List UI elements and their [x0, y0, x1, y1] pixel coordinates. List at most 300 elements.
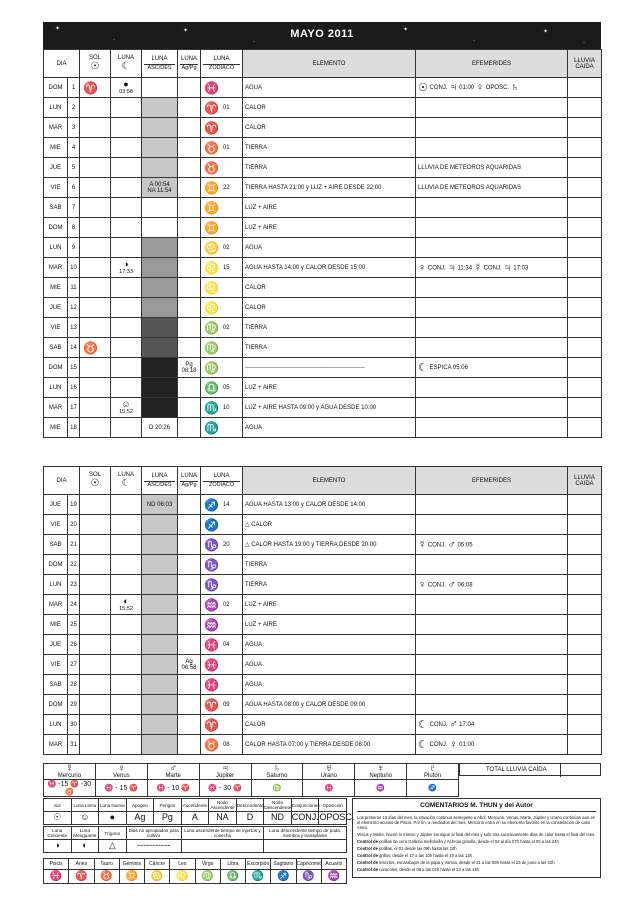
- day-number: [68, 118, 80, 138]
- sign-icon-label: ♏: [251, 871, 265, 882]
- legend-label: [126, 799, 154, 812]
- legend-label-label: Luna Menguante: [73, 828, 97, 838]
- rain-input-cell[interactable]: [568, 675, 602, 695]
- rain-input-cell[interactable]: [568, 535, 602, 555]
- legend-symbol-label: ◐: [82, 840, 88, 850]
- day-of-week: [44, 218, 68, 238]
- zodiac-degree: 20: [222, 542, 230, 549]
- day-of-week: [44, 635, 68, 655]
- ag-pg-value: Pg 08:18: [181, 361, 197, 374]
- asc-des-value: A 00:54 NA 11:54: [147, 181, 172, 194]
- col-efemerides: EFEMERIDES: [416, 467, 568, 495]
- col-efemerides: EFEMERIDES: [416, 50, 568, 78]
- rain-input-cell[interactable]: [568, 318, 602, 338]
- zodiac-sign-icon: ♈: [204, 100, 219, 115]
- day-number: [68, 535, 80, 555]
- col-zodiaco: LUNA ZODIACO: [201, 50, 243, 78]
- elemento-value: △ CALOR HASTA 19:00 y TIERRA DESDE 20:00: [245, 542, 377, 548]
- planet-icon: ☾: [418, 362, 428, 374]
- elemento-value: LUZ + AIRE: [245, 204, 277, 211]
- elemento-cell: [243, 98, 416, 118]
- legend-symbol-label: ND: [271, 812, 285, 822]
- table-row: [44, 78, 602, 98]
- rain-input-cell[interactable]: [568, 515, 602, 535]
- day-of-week: [44, 715, 68, 735]
- elemento-cell: [243, 218, 416, 238]
- col-asc-des: LUNA ASC/DES: [142, 50, 178, 78]
- zodiac-degree: 02: [222, 245, 230, 252]
- legend-symbol: [44, 812, 72, 825]
- rain-input-cell[interactable]: [568, 398, 602, 418]
- moon-phase-cell: [111, 418, 142, 438]
- ag-pg-cell: [178, 238, 201, 258]
- sol-cell: [80, 318, 111, 338]
- zodiac-sign-icon: ♍: [204, 320, 219, 335]
- comments-box: [352, 798, 601, 878]
- sol-cell: [80, 338, 111, 358]
- sign-name-label: Libra: [227, 861, 239, 867]
- rain-input-cell[interactable]: [568, 98, 602, 118]
- comment-control: Control de polillas de cera Galleria mellonella y Achroia grisella, desde el 02 al día 07h hasta el 05 a las 24h: [357, 839, 559, 844]
- sign-icon-label: ♋: [150, 871, 164, 882]
- table-row: [44, 258, 602, 278]
- asc-des-cell: [142, 555, 178, 575]
- rain-input-cell[interactable]: [568, 495, 602, 515]
- asc-des-value: ND 06:03: [146, 501, 173, 508]
- rain-input-cell[interactable]: [568, 615, 602, 635]
- efemerides-cell: [416, 515, 568, 535]
- elemento-cell: [243, 278, 416, 298]
- day-number: [68, 278, 80, 298]
- table-row: [44, 178, 602, 198]
- day-number: [68, 78, 80, 98]
- rain-input-cell[interactable]: [568, 338, 602, 358]
- day-number-label: 23: [70, 581, 77, 588]
- zodiac-cell: [201, 358, 243, 378]
- day-of-week: [44, 535, 68, 555]
- table-row: [44, 655, 602, 675]
- month-banner: [43, 22, 601, 49]
- legend-symbol: [154, 812, 182, 825]
- star-decor: ✦: [183, 28, 189, 34]
- legend-label-label: Apogeo: [131, 802, 148, 808]
- rain-input-cell[interactable]: [568, 158, 602, 178]
- table-row: [44, 715, 602, 735]
- legend-symbol-label: D: [246, 812, 254, 822]
- comment-control: Control de insectos, escarabajos de la papa y Varroa, desde el 21 a las 09h hasta el 23 de junio a las 02h: [357, 860, 555, 865]
- day-number-label: 11: [70, 284, 77, 291]
- table-row: [44, 378, 602, 398]
- ag-pg-cell: [178, 378, 201, 398]
- elemento-value: LUZ + AIRE: [245, 384, 277, 391]
- table-row: [44, 358, 602, 378]
- rain-input-cell[interactable]: [568, 238, 602, 258]
- day-number: [68, 595, 80, 615]
- signs-table: [43, 858, 347, 884]
- day-number: [68, 158, 80, 178]
- elemento-cell: [243, 338, 416, 358]
- zodiac-degree: 10: [222, 405, 230, 412]
- rain-input-cell[interactable]: [568, 198, 602, 218]
- zodiac-degree: 04: [222, 642, 230, 649]
- day-of-week-label: SAB: [49, 204, 62, 211]
- zodiac-cell: [201, 675, 243, 695]
- table-row: [44, 238, 602, 258]
- asc-des-cell: [142, 535, 178, 555]
- efemeride-text: 01:00: [457, 742, 475, 749]
- total-rain-box[interactable]: [560, 763, 600, 777]
- asc-des-cell: [142, 378, 178, 398]
- planet-cell: [251, 764, 303, 780]
- day-number-label: 30: [70, 721, 77, 728]
- rain-input-cell[interactable]: [568, 178, 602, 198]
- sign-name: [69, 859, 94, 870]
- day-of-week: [44, 655, 68, 675]
- day-number-label: 27: [70, 661, 77, 668]
- zodiac-sign-icon: ♎: [204, 380, 219, 395]
- moon-phase-cell: [111, 258, 142, 278]
- zodiac-degree: 05: [222, 385, 230, 392]
- elemento-value: ------------------------------------------------------------: [245, 364, 365, 371]
- moon-icon: ☾: [121, 61, 131, 72]
- legend-label: [44, 827, 72, 840]
- col-dia: DIA: [44, 50, 80, 78]
- rain-input-cell[interactable]: [568, 635, 602, 655]
- planet-icon: ♆: [376, 763, 385, 774]
- day-of-week-label: VIE: [50, 661, 61, 668]
- elemento-value: TIERRA: [245, 144, 268, 151]
- legend-label-label: Luna ascendente tiempo de injertos y cosecha: [184, 828, 261, 838]
- legend-label-label: Sol: [53, 802, 61, 808]
- zodiac-cell: [201, 218, 243, 238]
- rain-input-cell[interactable]: [568, 655, 602, 675]
- sign-icon: [220, 870, 245, 884]
- col-lluvia: LLUVIA CAIDA: [568, 467, 602, 495]
- table-row: [44, 158, 602, 178]
- planet-icon: ♀: [449, 738, 458, 751]
- elemento-value: LUZ + AIRE: [245, 601, 277, 608]
- asc-des-cell: [142, 655, 178, 675]
- day-number-label: 19: [70, 501, 77, 508]
- rain-input-cell[interactable]: [568, 418, 602, 438]
- day-number-label: 12: [70, 304, 77, 311]
- legend-label: [181, 827, 264, 840]
- legend-label-label: Ascendente: [182, 802, 208, 808]
- moon-phase-icon: ●: [123, 79, 129, 89]
- legend-label: [99, 799, 127, 812]
- legend-label-label: Oposicion: [322, 802, 343, 808]
- zodiac-cell: [201, 398, 243, 418]
- elemento-value: CALOR HASTA 07:00 y TIERRA DESDE 08:00: [245, 741, 371, 748]
- ag-pg-cell: [178, 695, 201, 715]
- moon-phase-time: 15:52: [119, 606, 133, 612]
- efemeride-text: OPOSC.: [484, 85, 511, 92]
- legend-label-label: Nodo Descendente: [264, 800, 292, 810]
- ag-pg-cell: [178, 575, 201, 595]
- legend-label-label: Luna descendente tiempo de poda, siembra y transplante: [269, 828, 342, 838]
- sol-cell: [80, 675, 111, 695]
- table-row: [44, 495, 602, 515]
- elemento-cell: [243, 635, 416, 655]
- moon-phase-cell: [111, 615, 142, 635]
- zodiac-degree: 15: [222, 265, 230, 272]
- elemento-value: AGUA HASTA 14:00 y CALOR DESDE 15:00: [245, 264, 366, 271]
- day-number-label: 8: [71, 224, 76, 231]
- efemerides-cell: [416, 735, 568, 755]
- efemerides-cell: [416, 615, 568, 635]
- planet-icon: ♂: [447, 578, 456, 591]
- legend-symbol: [71, 840, 99, 853]
- planet-icon: ☾: [418, 719, 428, 731]
- rain-input-cell[interactable]: [568, 735, 602, 755]
- day-number: [68, 495, 80, 515]
- zodiac-sign-icon: ♓: [204, 657, 219, 672]
- table-row: [44, 735, 602, 755]
- calendar-table-top: [43, 49, 602, 438]
- ag-pg-cell: [178, 318, 201, 338]
- day-number: [68, 675, 80, 695]
- zodiac-degree: 01: [222, 105, 230, 112]
- elemento-value: AGUA: [245, 84, 263, 91]
- ag-pg-cell: [178, 178, 201, 198]
- elemento-cell: [243, 298, 416, 318]
- asc-des-cell: [142, 338, 178, 358]
- day-of-week-label: SAB: [49, 681, 62, 688]
- star-decor: ·: [473, 38, 475, 44]
- star-decor: ✦: [543, 29, 549, 35]
- efemerides-cell: [416, 198, 568, 218]
- efemeride-text: 17:03: [511, 265, 529, 272]
- day-of-week-label: DOM: [48, 364, 63, 371]
- efemerides-cell: [416, 138, 568, 158]
- planet-name: Plutón: [424, 773, 442, 779]
- zodiac-sign-icon: ♒: [204, 617, 219, 632]
- legend-label-label: Dias no apropiados para cultivo: [128, 828, 179, 838]
- efemerides-cell: [416, 418, 568, 438]
- legend-table-1: [43, 798, 355, 825]
- planet-cell: [44, 764, 96, 780]
- day-of-week: [44, 358, 68, 378]
- zodiac-cell: [201, 238, 243, 258]
- legend-label: [264, 827, 347, 840]
- elemento-cell: [243, 418, 416, 438]
- day-of-week: [44, 418, 68, 438]
- efemerides-cell: [416, 358, 568, 378]
- moon-phase-cell: [111, 515, 142, 535]
- day-number: [68, 98, 80, 118]
- elemento-value: AGUA HASTA 13:00 y CALOR DESDE 14:00: [245, 501, 366, 508]
- rain-input-cell[interactable]: [568, 218, 602, 238]
- elemento-cell: [243, 318, 416, 338]
- zodiac-cell: [201, 695, 243, 715]
- elemento-value: CALOR: [245, 721, 266, 728]
- zodiac-cell: [201, 535, 243, 555]
- rain-input-cell[interactable]: [568, 78, 602, 98]
- planet-icon: ♂: [169, 763, 177, 774]
- day-of-week-label: JUE: [49, 304, 62, 311]
- zodiac-cell: [201, 655, 243, 675]
- zodiac-cell: [201, 378, 243, 398]
- sol-cell: [80, 735, 111, 755]
- rain-input-cell[interactable]: [568, 118, 602, 138]
- elemento-cell: [243, 675, 416, 695]
- col-sol: SOL ☉: [80, 467, 111, 495]
- rain-input-cell[interactable]: [568, 278, 602, 298]
- rain-input-cell[interactable]: [568, 378, 602, 398]
- sign-icon-label: ♍: [201, 871, 214, 882]
- moon-phase-time: 03:58: [119, 89, 133, 95]
- elemento-cell: [243, 695, 416, 715]
- day-number-label: 13: [70, 324, 77, 331]
- legend-symbol-label: ◑: [54, 840, 60, 850]
- sol-cell: [80, 398, 111, 418]
- rain-input-cell[interactable]: [568, 298, 602, 318]
- efemerides-cell: [416, 78, 568, 98]
- comments-title: COMENTARIOS M. THUN y del Autor: [357, 802, 596, 812]
- efemerides-cell: [416, 158, 568, 178]
- zodiac-cell: [201, 715, 243, 735]
- ag-pg-cell: [178, 218, 201, 238]
- zodiac-cell: [201, 418, 243, 438]
- legend-symbol-label: △: [108, 840, 116, 850]
- asc-des-cell: [142, 735, 178, 755]
- moon-phase-cell: [111, 635, 142, 655]
- planet-icon: ♃: [447, 261, 456, 274]
- rain-input-cell[interactable]: [568, 595, 602, 615]
- ag-pg-cell: [178, 98, 201, 118]
- planet-cell: [147, 764, 199, 780]
- moon-phase-cell: [111, 198, 142, 218]
- day-of-week-label: MAR: [48, 404, 63, 411]
- efemerides-cell: [416, 675, 568, 695]
- rain-input-cell[interactable]: [568, 715, 602, 735]
- day-number-label: 16: [70, 384, 77, 391]
- col-luna: LUNA ☾: [111, 50, 142, 78]
- ag-pg-cell: [178, 278, 201, 298]
- sign-name: [94, 859, 119, 870]
- day-of-week: [44, 575, 68, 595]
- rain-input-cell[interactable]: [568, 575, 602, 595]
- elemento-value: TIERRA: [245, 581, 268, 588]
- moon-phase-cell: [111, 715, 142, 735]
- sol-cell: [80, 495, 111, 515]
- star-decor: ·: [253, 39, 255, 45]
- asc-des-cell: [142, 278, 178, 298]
- day-number: [68, 138, 80, 158]
- elemento-cell: [243, 358, 416, 378]
- day-of-week-label: SAB: [49, 344, 62, 351]
- sun-icon: ☉: [90, 61, 100, 72]
- sign-name-label: Aries: [75, 861, 88, 867]
- star-decor: ✦: [55, 26, 61, 32]
- sign-name: [271, 859, 296, 870]
- legend-label: [209, 799, 237, 812]
- rain-input-cell[interactable]: [568, 555, 602, 575]
- sign-name: [296, 859, 321, 870]
- sol-cell: [80, 118, 111, 138]
- efemerides-cell: [416, 378, 568, 398]
- legend-label: [71, 799, 99, 812]
- planet-icon: ☾: [418, 739, 428, 751]
- asc-des-cell: [142, 318, 178, 338]
- day-of-week-label: MIE: [50, 621, 61, 628]
- asc-des-cell: [142, 158, 178, 178]
- sign-name: [195, 859, 220, 870]
- table-row: [44, 198, 602, 218]
- ag-pg-cell: [178, 118, 201, 138]
- day-of-week: [44, 98, 68, 118]
- table-row: [44, 515, 602, 535]
- legend-symbol-label: A: [191, 812, 198, 822]
- moon-phase-cell: [111, 318, 142, 338]
- zodiac-sign-icon: ♊: [204, 180, 219, 195]
- efemerides-cell: [416, 495, 568, 515]
- zodiac-cell: [201, 575, 243, 595]
- elemento-value: AGUA: [245, 681, 263, 688]
- day-number: [68, 238, 80, 258]
- planet-icon: ♀: [117, 763, 126, 774]
- efemerides-cell: [416, 635, 568, 655]
- sign-icon: [94, 870, 119, 884]
- elemento-value: LUZ + AIRE: [245, 224, 277, 231]
- legend-symbol-label: -----------: [137, 840, 171, 850]
- planet-position-value: ♒: [376, 785, 386, 792]
- efemeride-text: CONJ.: [426, 265, 448, 272]
- efemerides-cell: [416, 655, 568, 675]
- legend-symbol: [99, 840, 127, 853]
- elemento-value: LUZ + AIRE HASTA 09:00 y AGUA DESDE 10:00: [245, 404, 377, 411]
- rain-input-cell[interactable]: [568, 358, 602, 378]
- day-number: [68, 735, 80, 755]
- zodiac-sign-icon: ♍: [204, 360, 219, 375]
- legend-symbol: [181, 812, 209, 825]
- sign-icon-label: ♉: [100, 871, 113, 882]
- planet-name: Mercurio: [57, 773, 82, 779]
- planet-position: [95, 780, 147, 797]
- moon-phase-cell: [111, 535, 142, 555]
- sign-icon-label: ♒: [327, 871, 341, 882]
- sign-name: [220, 859, 245, 870]
- sign-icon: [170, 870, 195, 884]
- rain-input-cell[interactable]: [568, 258, 602, 278]
- rain-input-cell[interactable]: [568, 695, 602, 715]
- elemento-cell: [243, 78, 416, 98]
- legend-label-label: Descendente: [236, 802, 264, 808]
- day-number-label: 31: [70, 741, 77, 748]
- moon-phase-cell: [111, 675, 142, 695]
- zodiac-cell: [201, 138, 243, 158]
- day-number-label: 22: [70, 561, 77, 568]
- legend-symbol: [291, 812, 319, 825]
- planet-position-value: ♓ - 30 ♈: [208, 785, 242, 792]
- legend-symbol: [126, 812, 154, 825]
- planet-position-value: ♓: [324, 785, 334, 792]
- ag-pg-cell: [178, 515, 201, 535]
- day-number-label: 2: [71, 104, 76, 111]
- day-of-week-label: JUE: [49, 501, 62, 508]
- legend-symbol: [236, 812, 264, 825]
- efemeride-text: 17:04: [457, 722, 475, 729]
- sol-cell: [80, 218, 111, 238]
- asc-des-cell: [142, 715, 178, 735]
- sun-sign-icon: ♈: [83, 80, 98, 95]
- moon-phase-cell: [111, 595, 142, 615]
- sol-cell: [80, 258, 111, 278]
- table-row: [44, 278, 602, 298]
- efemeride-text: CONJ.: [482, 265, 504, 272]
- rain-input-cell[interactable]: [568, 138, 602, 158]
- col-dia: DIA: [44, 467, 80, 495]
